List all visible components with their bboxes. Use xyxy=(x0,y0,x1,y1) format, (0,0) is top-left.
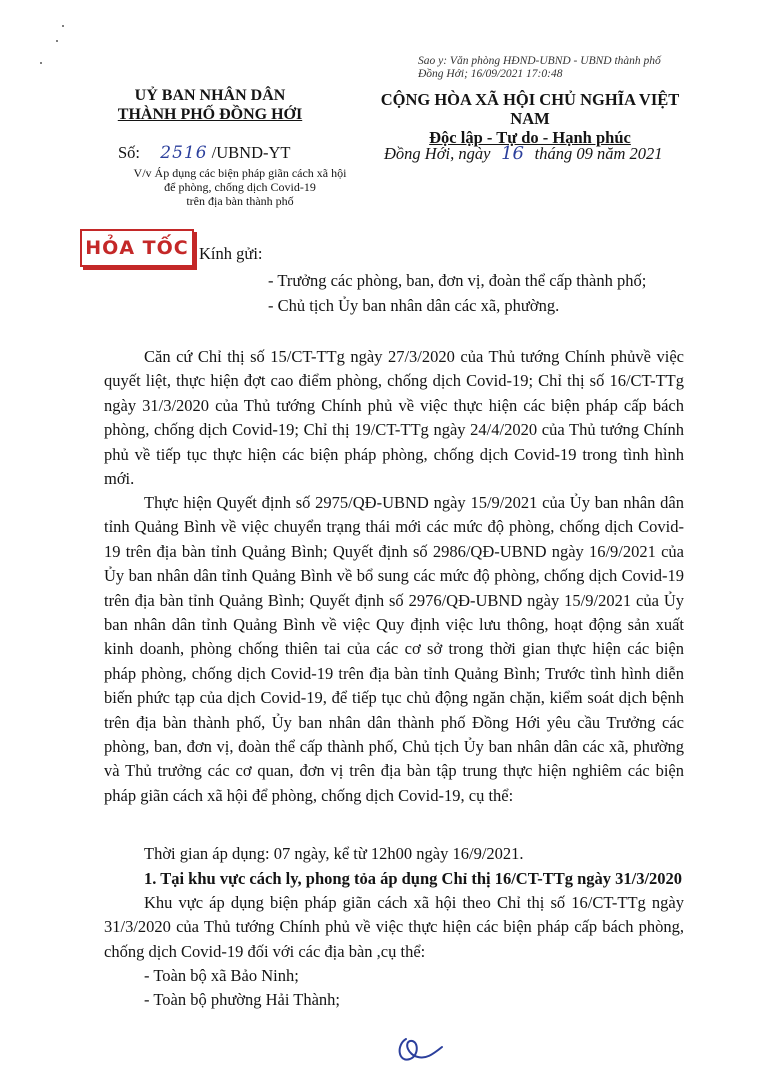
date-day-handwritten: 16 xyxy=(501,143,524,164)
body-paragraph-4: Khu vực áp dụng biện pháp giãn cách xã hội theo Chỉ thị số 16/CT-TTg ngày 31/3/2020 của Thủ tướng Chính phủ về việc thực hiện các biện pháp cấp bách phòng, chống dịch Covid-19 đối với các địa bàn ,cụ thể: xyxy=(104,893,684,961)
list-item: - Toàn bộ phường Hải Thành; xyxy=(144,990,341,1009)
copy-stamp xyxy=(418,55,718,81)
nation-name: CỘNG HÒA XÃ HỘI CHỦ NGHĨA VIỆT NAM xyxy=(380,90,680,128)
recipient-item: - Trưởng các phòng, ban, đơn vị, đoàn thể cấp thành phố; xyxy=(268,271,647,290)
national-heading xyxy=(360,90,700,147)
body-paragraph-1: Căn cứ Chỉ thị số 15/CT-TTg ngày 27/3/2020 của Thủ tướng Chính phủvề việc quyết liệt, thực hiện đợt cao điểm phòng, chống dịch Covid-19; Chỉ thị số 16/CT-TTg ngày 31/3/2020 của Thủ tướng Chính phủ về việc thực hiện các biện pháp cấp bách phòng, chống dịch Covid-19; Chỉ thị 19/CT-TTg ngày 24/4/2020 của Thủ tướng Chính phủ về tiếp tục thực hiện các biện pháp phòng, chống dịch Covid-19 trong tình hình mới. xyxy=(104,347,684,489)
body-paragraph-3: Thời gian áp dụng: 07 ngày, kể từ 12h00 ngày 16/9/2021. xyxy=(144,844,524,863)
copy-stamp-line1: Sao y: Văn phòng HĐND-UBND - UBND thành phố xyxy=(418,55,661,67)
document-subject xyxy=(105,166,375,208)
org-line2: THÀNH PHỐ ĐỒNG HỚI xyxy=(117,106,303,123)
so-number-handwritten: 2516 xyxy=(160,143,208,163)
initials-signature xyxy=(392,1025,452,1075)
nation-motto: Độc lập - Tự do - Hạnh phúc xyxy=(429,128,631,147)
urgent-stamp: HỎA TỐC xyxy=(80,229,194,267)
scan-speck xyxy=(62,25,64,27)
copy-stamp-line2: Đồng Hới; 16/09/2021 17:0:48 xyxy=(418,68,563,80)
date-suffix: tháng 09 năm 2021 xyxy=(534,144,663,163)
date-prefix: Đồng Hới, ngày xyxy=(384,144,491,163)
date-line xyxy=(384,143,663,164)
section-heading-1: 1. Tại khu vực cách ly, phong tỏa áp dụng Chỉ thị 16/CT-TTg ngày 31/3/2020 xyxy=(144,869,683,888)
subject-line2: để phòng, chống dịch Covid-19 xyxy=(164,180,316,194)
document-number xyxy=(118,143,290,163)
recipients-label: Kính gửi: xyxy=(199,244,263,263)
recipient-item: - Chủ tịch Ủy ban nhân dân các xã, phường. xyxy=(268,296,560,315)
list-item: - Toàn bộ xã Bảo Ninh; xyxy=(144,966,299,985)
scan-speck xyxy=(40,62,42,64)
body-paragraph-2: Thực hiện Quyết định số 2975/QĐ-UBND ngày 15/9/2021 của Ủy ban nhân dân tỉnh Quảng Bình về việc chuyển trạng thái mới các mức độ phòng, chống dịch Covid-19 trên địa bàn tỉnh Quảng Bình; Quyết định số 2986/QĐ-UBND ngày 16/9/2021 của Ủy ban nhân dân tỉnh Quảng Bình về bổ sung các mức độ phòng, chống dịch Covid-19 trên địa bàn tỉnh Quảng Bình; Quyết định số 2976/QĐ-UBND ngày 15/9/2021 của Ủy ban nhân dân tỉnh Quảng Bình về việc Quy định việc lưu thông, hoạt động sản xuất kinh doanh, phòng chống thiên tai của các cơ sở trong thời gian thực hiện các biện pháp phòng, chống dịch Covid-19 trên địa bàn tỉnh Quảng Bình; Trước tình hình diễn biến phức tạp của dịch Covid-19, để tiếp tục chủ động ngăn chặn, kiểm soát dịch bệnh trên địa bàn thành phố, Ủy ban nhân dân thành phố Đồng Hới yêu cầu Trưởng các phòng, ban, đơn vị, đoàn thể cấp thành phố, Chủ tịch Ủy ban nhân dân các xã, phường và Thủ trưởng các cơ quan, đơn vị trên địa bàn tập trung thực hiện nghiêm các biện pháp giãn cách xã hội để phòng, chống dịch Covid-19, cụ thể: xyxy=(104,493,684,805)
subject-line3: trên địa bàn thành phố xyxy=(186,194,294,208)
org-line1: UỶ BAN NHÂN DÂN xyxy=(134,87,286,104)
subject-line1: V/v Áp dụng các biện pháp giãn cách xã hội xyxy=(133,166,347,180)
issuing-organization xyxy=(110,86,310,124)
scan-speck xyxy=(56,40,58,42)
so-suffix: /UBND-YT xyxy=(211,143,291,162)
so-label: Số: xyxy=(118,143,141,162)
